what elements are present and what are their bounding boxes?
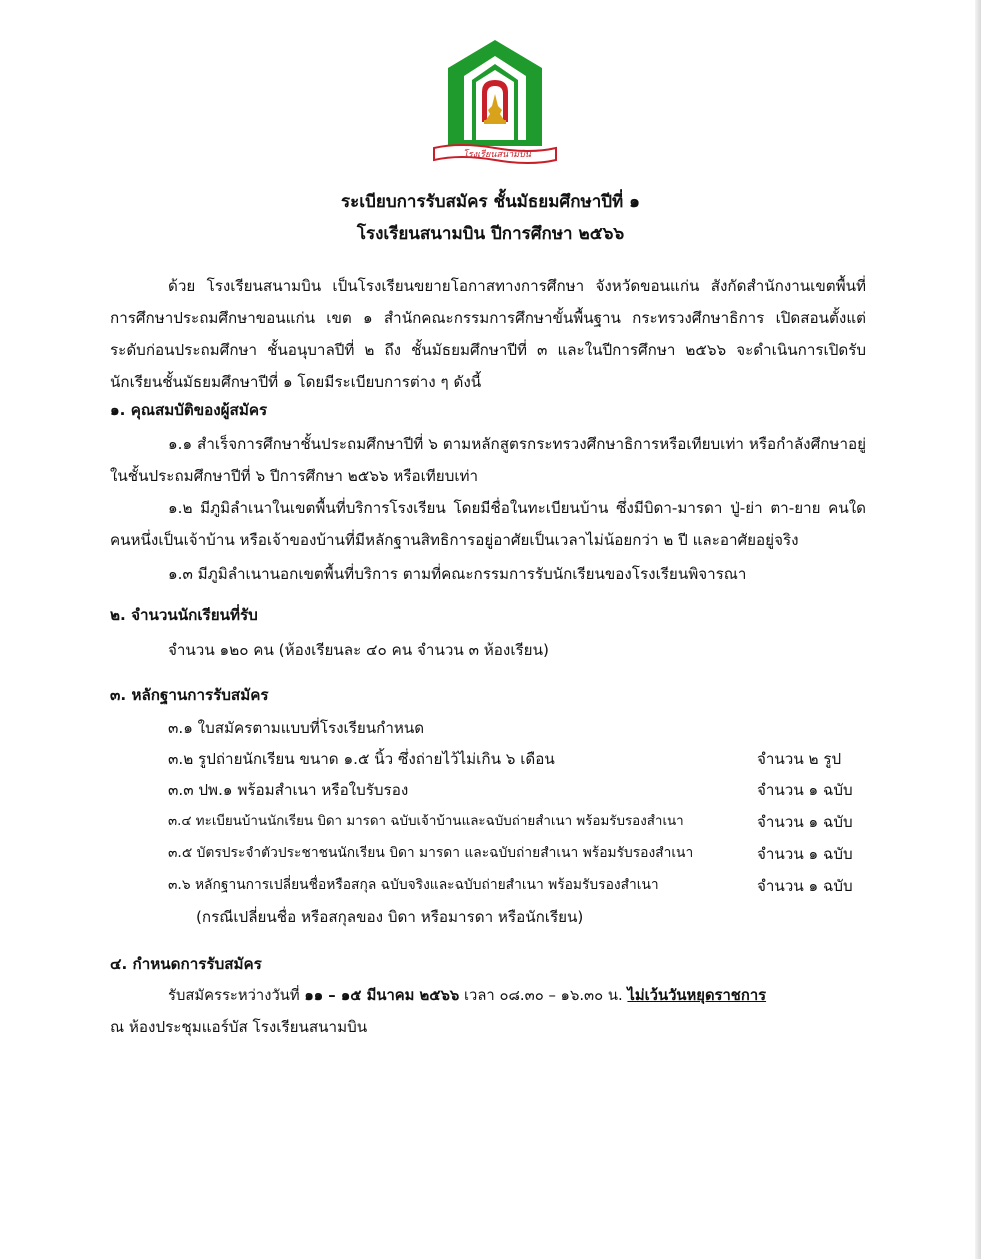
section-1-item-1: ๑.๑ สำเร็จการศึกษาชั้นประถมศึกษาปีที่ ๖ ตามหลักสูตรกระทรวงศึกษาธิการหรือเทียบเท่า หรือกำลังศึกษาอยู่ในชั้นประถมศึกษาปีที่ ๖ ปีการศึกษา ๒๕๖๖ หรือเทียบเท่า — [110, 435, 866, 485]
schedule-line — [168, 983, 766, 1007]
doc-item-4: ๓.๔ ทะเบียนบ้านนักเรียน บิดา มารดา ฉบับเจ้าบ้านและฉบับถ่ายสำเนา พร้อมรับรองสำเนา — [168, 814, 684, 829]
schedule-time: เวลา ๐๘.๓๐ – ๑๖.๓๐ น. — [459, 987, 628, 1004]
doc-item-4-qty: จำนวน ๑ ฉบับ — [757, 813, 853, 831]
school-logo — [430, 36, 560, 166]
schedule-place: ณ ห้องประชุมแอร์บัส โรงเรียนสนามบิน — [110, 1018, 368, 1036]
schedule-dates: ๑๑ – ๑๕ มีนาคม ๒๕๖๖ — [304, 987, 460, 1004]
page-subtitle: โรงเรียนสนามบิน ปีการศึกษา ๒๕๖๖ — [356, 224, 625, 244]
doc-item-3: ๓.๓ ปพ.๑ พร้อมสำเนา หรือใบรับรอง — [168, 781, 409, 799]
schedule-prefix: รับสมัครระหว่างวันที่ — [168, 987, 305, 1004]
schedule-note: ไม่เว้นวันหยุดราชการ — [627, 987, 767, 1004]
section-2-text: จำนวน ๑๒๐ คน (ห้องเรียนละ ๔๐ คน จำนวน ๓ ห้องเรียน) — [168, 641, 549, 659]
doc-item-5: ๓.๕ บัตรประจำตัวประชาชนนักเรียน บิดา มารดา และฉบับถ่ายสำเนา พร้อมรับรองสำเนา — [168, 845, 694, 861]
section-3-heading: ๓. หลักฐานการรับสมัคร — [110, 686, 269, 704]
doc-item-1: ๓.๑ ใบสมัครตามแบบที่โรงเรียนกำหนด — [168, 719, 425, 737]
section-4-heading: ๔. กำหนดการรับสมัคร — [110, 955, 262, 973]
doc-item-2-qty: จำนวน ๒ รูป — [757, 750, 842, 768]
doc-item-6-note: (กรณีเปลี่ยนชื่อ หรือสกุลของ บิดา หรือมารดา หรือนักเรียน) — [196, 908, 584, 926]
section-1-item-2: ๑.๒ มีภูมิลำเนาในเขตพื้นที่บริการโรงเรียน โดยมีชื่อในทะเบียนบ้าน ซึ่งมีบิดา-มารดา ปู่-ย่า ตา-ยาย คนใดคนหนึ่งเป็นเจ้าบ้าน หรือเจ้าของบ้านที่มีหลักฐานสิทธิการอยู่อาศัยเป็นเวลาไม่น้อยกว่า ๒ ปี และอาศัยอยู่จริง — [110, 499, 866, 549]
doc-item-6-qty: จำนวน ๑ ฉบับ — [757, 877, 853, 895]
doc-item-3-qty: จำนวน ๑ ฉบับ — [757, 781, 853, 799]
page-title: ระเบียบการรับสมัคร ชั้นมัธยมศึกษาปีที่ ๑ — [341, 192, 640, 212]
section-2-heading: ๒. จำนวนนักเรียนที่รับ — [110, 606, 258, 624]
logo-banner-text: โรงเรียนสนามบิน — [463, 150, 531, 160]
section-1-item-3: ๑.๓ มีภูมิลำเนานอกเขตพื้นที่บริการ ตามที่คณะกรรมการรับนักเรียนของโรงเรียนพิจารณา — [168, 565, 747, 583]
section-1-heading: ๑. คุณสมบัติของผู้สมัคร — [110, 401, 268, 419]
doc-item-2: ๓.๒ รูปถ่ายนักเรียน ขนาด ๑.๕ นิ้ว ซึ่งถ่ายไว้ไม่เกิน ๖ เดือน — [168, 750, 555, 768]
doc-item-5-qty: จำนวน ๑ ฉบับ — [757, 845, 853, 863]
doc-item-6: ๓.๖ หลักฐานการเปลี่ยนชื่อหรือสกุล ฉบับจริงและฉบับถ่ายสำเนา พร้อมรับรองสำเนา — [168, 877, 659, 893]
intro-paragraph: ด้วย โรงเรียนสนามบิน เป็นโรงเรียนขยายโอกาสทางการศึกษา จังหวัดขอนแก่น สังกัดสำนักงานเขตพื้นที่การศึกษาประถมศึกษาขอนแก่น เขต ๑ สำนักคณะกรรมการศึกษาขั้นพื้นฐาน กระทรวงศึกษาธิการ เปิดสอนตั้งแต่ระดับก่อนประถมศึกษา ชั้นอนุบาลปีที่ ๒ ถึง ชั้นมัธยมศึกษาปีที่ ๓ และในปีการศึกษา ๒๕๖๖ จะดำเนินการเปิดรับนักเรียนชั้นมัธยมศึกษาปีที่ ๑ โดยมีระเบียบการต่าง ๆ ดังนี้ — [110, 277, 866, 391]
